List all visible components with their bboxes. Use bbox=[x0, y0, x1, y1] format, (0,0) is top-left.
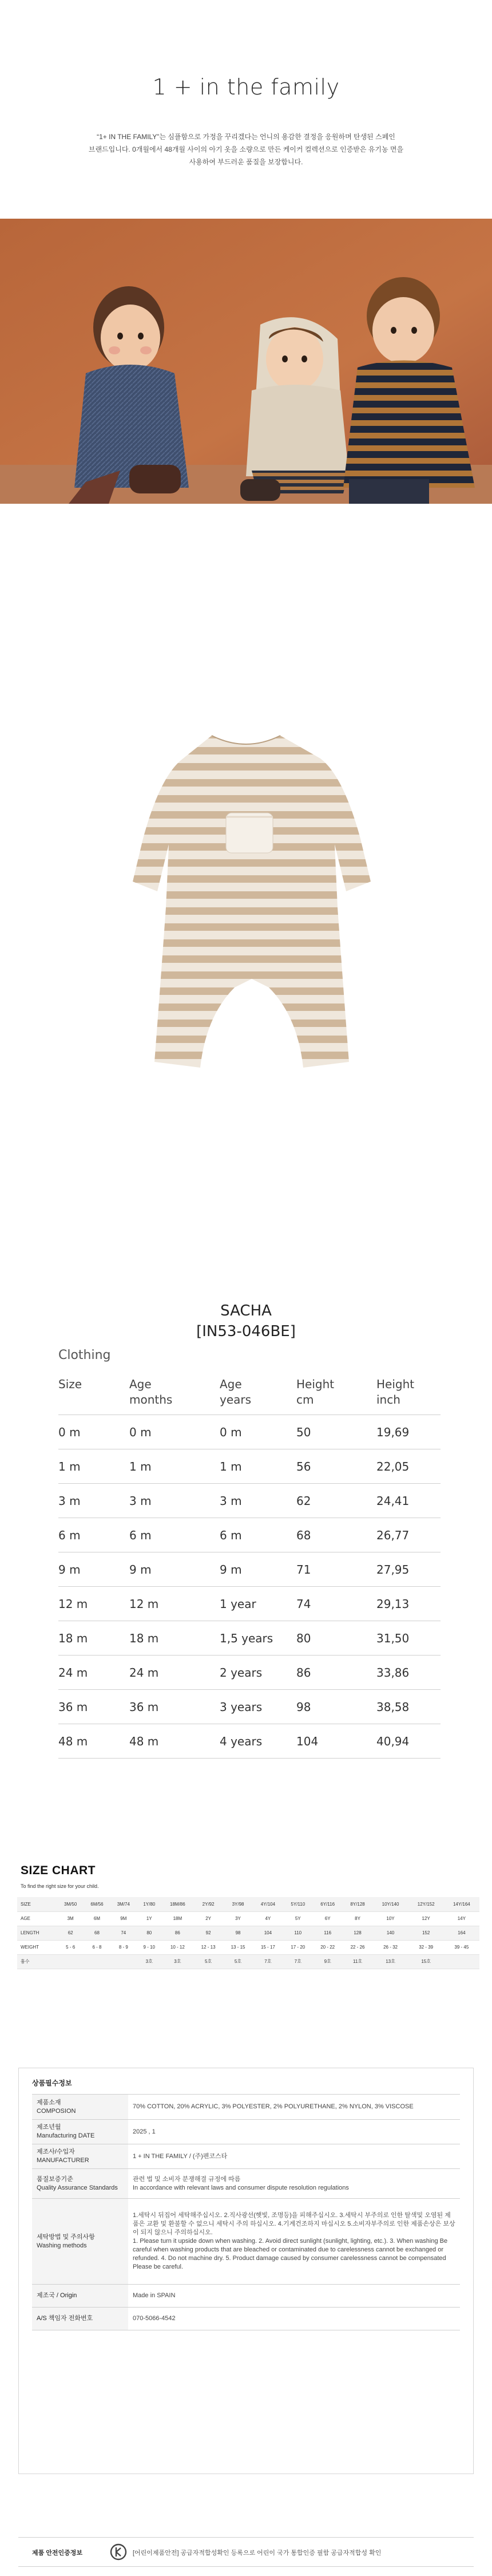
table-cell: 2 years bbox=[220, 1656, 296, 1690]
info-label-en: Quality Assurance Standards bbox=[37, 2184, 118, 2191]
table-cell: 24 m bbox=[129, 1656, 220, 1690]
size-chart-cell: 14Y/164 bbox=[444, 1897, 479, 1911]
size-chart-cell: 8Y bbox=[343, 1911, 373, 1926]
size-chart-row bbox=[17, 1954, 479, 1969]
table-cell: 18 m bbox=[129, 1621, 220, 1656]
table-cell: 1 year bbox=[220, 1587, 296, 1621]
size-chart-cell: 9M bbox=[110, 1911, 137, 1926]
size-chart-cell: 3Y/98 bbox=[223, 1897, 253, 1911]
table-cell: 1 m bbox=[129, 1449, 220, 1484]
info-label-ko: 제조년월 bbox=[37, 2124, 61, 2131]
size-chart-cell: 104 bbox=[253, 1926, 283, 1940]
size-chart-cell: 110 bbox=[283, 1926, 313, 1940]
size-chart-cell: 39 - 45 bbox=[444, 1940, 479, 1954]
table-row bbox=[58, 1415, 441, 1449]
info-row bbox=[32, 2095, 460, 2120]
info-value: 70% COTTON, 20% ACRYLIC, 3% POLYESTER, 2% POLYURETHANE, 2% NYLON, 3% VISCOSE bbox=[128, 2095, 460, 2120]
size-chart-cell: 18M/86 bbox=[162, 1897, 194, 1911]
size-chart-row-label: 흉수 bbox=[17, 1954, 57, 1969]
col-header: Age years bbox=[220, 1371, 296, 1415]
size-chart-row-label: WEIGHT bbox=[17, 1940, 57, 1954]
size-chart-row-label: SIZE bbox=[17, 1897, 57, 1911]
table-row bbox=[58, 1587, 441, 1621]
size-chart-cell: 116 bbox=[313, 1926, 343, 1940]
table-cell: 19,69 bbox=[376, 1415, 441, 1449]
table-row bbox=[58, 1449, 441, 1484]
size-chart-cell: 10Y bbox=[372, 1911, 408, 1926]
table-cell: 40,94 bbox=[376, 1724, 441, 1759]
info-label-en: MANUFACTURER bbox=[37, 2157, 89, 2164]
size-chart-cell: 1Y/80 bbox=[137, 1897, 162, 1911]
size-chart-cell: 1Y bbox=[137, 1911, 162, 1926]
size-chart-cell: 11호 bbox=[343, 1954, 373, 1969]
table-cell: 3 m bbox=[220, 1484, 296, 1518]
info-row bbox=[32, 2199, 460, 2285]
safety-label: 제품 안전인증정보 bbox=[32, 2550, 83, 2557]
info-row bbox=[32, 2120, 460, 2144]
info-value: 070-5066-4542 bbox=[128, 2308, 460, 2330]
col-header: Age months bbox=[129, 1371, 220, 1415]
table-row bbox=[58, 1656, 441, 1690]
col-header: Height cm bbox=[296, 1371, 376, 1415]
table-cell: 0 m bbox=[58, 1415, 129, 1449]
table-cell: 9 m bbox=[58, 1552, 129, 1587]
size-chart-cell: 14Y bbox=[444, 1911, 479, 1926]
size-chart-cell: 3M bbox=[57, 1911, 84, 1926]
info-label-ko: A/S 책임자 전화번호 bbox=[37, 2315, 93, 2322]
table-cell: 24 m bbox=[58, 1656, 129, 1690]
table-cell: 22,05 bbox=[376, 1449, 441, 1484]
table-cell: 1,5 years bbox=[220, 1621, 296, 1656]
info-label-ko: 제품소재 bbox=[37, 2099, 61, 2106]
table-cell: 29,13 bbox=[376, 1587, 441, 1621]
size-chart-cell: 6 - 8 bbox=[84, 1940, 110, 1954]
size-chart-cell: 128 bbox=[343, 1926, 373, 1940]
size-chart-subtitle: To find the right size for your child. bbox=[21, 1883, 99, 1889]
info-label bbox=[32, 2120, 128, 2144]
size-chart-cell bbox=[84, 1954, 110, 1969]
table-cell: 74 bbox=[296, 1587, 376, 1621]
size-chart-cell: 10 - 12 bbox=[162, 1940, 194, 1954]
info-label-ko: 세탁방법 및 주의사항 bbox=[37, 2233, 95, 2241]
size-chart-cell: 5호 bbox=[193, 1954, 223, 1969]
size-chart-cell: 6M/56 bbox=[84, 1897, 110, 1911]
table-row bbox=[58, 1621, 441, 1656]
size-chart-cell: 3Y bbox=[223, 1911, 253, 1926]
size-chart-cell: 32 - 39 bbox=[408, 1940, 444, 1954]
size-chart-cell: 12Y/152 bbox=[408, 1897, 444, 1911]
info-row bbox=[32, 2308, 460, 2330]
size-chart-cell: 5호 bbox=[223, 1954, 253, 1969]
table-cell: 56 bbox=[296, 1449, 376, 1484]
size-chart-cell: 9호 bbox=[313, 1954, 343, 1969]
size-chart-cell: 3호 bbox=[162, 1954, 194, 1969]
size-chart-cell: 7호 bbox=[253, 1954, 283, 1969]
table-cell: 12 m bbox=[58, 1587, 129, 1621]
size-chart-row bbox=[17, 1926, 479, 1940]
size-chart-cell: 140 bbox=[372, 1926, 408, 1940]
table-cell: 0 m bbox=[220, 1415, 296, 1449]
size-chart-cell: 5 - 6 bbox=[57, 1940, 84, 1954]
size-chart-cell: 5Y bbox=[283, 1911, 313, 1926]
table-cell: 36 m bbox=[58, 1690, 129, 1724]
info-row bbox=[32, 2144, 460, 2169]
table-cell: 80 bbox=[296, 1621, 376, 1656]
size-chart-cell: 6M bbox=[84, 1911, 110, 1926]
safety-cert-row bbox=[18, 2537, 474, 2567]
table-cell: 24,41 bbox=[376, 1484, 441, 1518]
size-chart-cell bbox=[444, 1954, 479, 1969]
info-row bbox=[32, 2285, 460, 2308]
table-cell: 6 m bbox=[220, 1518, 296, 1552]
size-chart-cell: 22 - 26 bbox=[343, 1940, 373, 1954]
table-cell: 68 bbox=[296, 1518, 376, 1552]
info-label-en: Washing methods bbox=[37, 2242, 87, 2249]
size-chart-cell: 13 - 15 bbox=[223, 1940, 253, 1954]
size-chart-cell: 3호 bbox=[137, 1954, 162, 1969]
size-chart-row bbox=[17, 1911, 479, 1926]
col-header: Height inch bbox=[376, 1371, 441, 1415]
table-cell: 3 m bbox=[58, 1484, 129, 1518]
table-cell: 3 years bbox=[220, 1690, 296, 1724]
info-label-en: Manufacturing DATE bbox=[37, 2132, 95, 2139]
size-chart-row bbox=[17, 1940, 479, 1954]
table-cell: 9 m bbox=[129, 1552, 220, 1587]
product-image bbox=[0, 667, 492, 1205]
info-value: 관련 법 및 소비자 분쟁해결 규정에 따름 In accordance with relevant laws and consumer dispute resolution regulations bbox=[128, 2169, 460, 2199]
info-value: 1 + IN THE FAMILY / (주)펜코스타 bbox=[128, 2144, 460, 2169]
table-cell: 1 m bbox=[220, 1449, 296, 1484]
info-label-ko: 제조국 / Origin bbox=[37, 2292, 77, 2299]
product-code: [IN53-046BE] bbox=[196, 1323, 296, 1340]
size-chart-row-label: AGE bbox=[17, 1911, 57, 1926]
size-chart-cell: 7호 bbox=[283, 1954, 313, 1969]
info-value: Made in SPAIN bbox=[128, 2285, 460, 2308]
info-label bbox=[32, 2285, 128, 2308]
table-cell: 0 m bbox=[129, 1415, 220, 1449]
table-cell: 27,95 bbox=[376, 1552, 441, 1587]
size-chart-cell: 92 bbox=[193, 1926, 223, 1940]
table-cell: 86 bbox=[296, 1656, 376, 1690]
table-cell: 9 m bbox=[220, 1552, 296, 1587]
lifestyle-photo bbox=[0, 219, 492, 504]
size-chart-cell: 20 - 22 bbox=[313, 1940, 343, 1954]
intro-line: “1+ IN THE FAMILY”는 심플함으로 가정을 꾸리겠다는 언니의 용감한 결정을 응원하며 탄생된 스페인 bbox=[97, 133, 395, 141]
info-value: 1.세탁시 뒤집어 세탁해주십시오. 2.직사광선(햇빛, 조명등)을 피해주십시오. 3.세탁시 부주의로 인한 탈색및 오염된 제품은 교환 및 환불할 수 없으니 세탁시 주의 하십시오. 4.기계건조하지 마십시오 5.소비자부주의로 인한 제품손상은 보상이 되지 않으니 주의하십시오. 1. Please turn it upside down when washing. 2. Avoid direct sunlight (sunlight, lighting, etc.). 3. When washing Be careful when washing products that are bleached or contaminated due to carelessness cannot be exchanged or refunded. 4. Do not machine dry. 5. Product damage caused by consumer carelessness cannot be compensated Please be careful. bbox=[128, 2199, 460, 2285]
size-chart-cell: 74 bbox=[110, 1926, 137, 1940]
size-chart-cell: 86 bbox=[162, 1926, 194, 1940]
table-cell: 3 m bbox=[129, 1484, 220, 1518]
size-chart-cell: 9 - 10 bbox=[137, 1940, 162, 1954]
size-chart-cell: 26 - 32 bbox=[372, 1940, 408, 1954]
table-cell: 38,58 bbox=[376, 1690, 441, 1724]
size-chart-row bbox=[17, 1897, 479, 1911]
info-label-ko: 품질보증기준 bbox=[37, 2175, 73, 2183]
brand-intro bbox=[80, 131, 412, 168]
size-chart-cell bbox=[110, 1954, 137, 1969]
size-chart-title: SIZE CHART bbox=[21, 1864, 96, 1877]
size-chart-cell: 80 bbox=[137, 1926, 162, 1940]
size-chart-cell: 12Y bbox=[408, 1911, 444, 1926]
table-cell: 6 m bbox=[58, 1518, 129, 1552]
size-chart-cell: 164 bbox=[444, 1926, 479, 1940]
table-cell: 26,77 bbox=[376, 1518, 441, 1552]
size-chart-cell: 8Y/128 bbox=[343, 1897, 373, 1911]
size-chart-cell: 8 - 9 bbox=[110, 1940, 137, 1954]
product-name: SACHA bbox=[220, 1302, 272, 1319]
table-cell: 48 m bbox=[129, 1724, 220, 1759]
table-row bbox=[58, 1724, 441, 1759]
table-row bbox=[58, 1518, 441, 1552]
size-chart-table bbox=[17, 1897, 479, 1969]
col-header: Size bbox=[58, 1371, 129, 1415]
table-cell: 18 m bbox=[58, 1621, 129, 1656]
size-chart-cell: 2Y bbox=[193, 1911, 223, 1926]
table-cell: 104 bbox=[296, 1724, 376, 1759]
size-chart-cell: 3M/50 bbox=[57, 1897, 84, 1911]
info-label bbox=[32, 2095, 128, 2120]
info-row bbox=[32, 2169, 460, 2199]
table-cell: 1 m bbox=[58, 1449, 129, 1484]
size-chart-cell: 5Y/110 bbox=[283, 1897, 313, 1911]
size-chart-cell: 62 bbox=[57, 1926, 84, 1940]
size-chart-cell: 68 bbox=[84, 1926, 110, 1940]
table-cell: 48 m bbox=[58, 1724, 129, 1759]
table-cell: 12 m bbox=[129, 1587, 220, 1621]
size-chart-cell: 6Y bbox=[313, 1911, 343, 1926]
size-chart-cell: 18M bbox=[162, 1911, 194, 1926]
info-label-en: COMPOSION bbox=[37, 2107, 76, 2115]
size-chart-cell: 2Y/92 bbox=[193, 1897, 223, 1911]
table-cell: 6 m bbox=[129, 1518, 220, 1552]
info-label bbox=[32, 2144, 128, 2169]
size-chart-cell: 4Y bbox=[253, 1911, 283, 1926]
size-chart-cell: 152 bbox=[408, 1926, 444, 1940]
table-cell: 36 m bbox=[129, 1690, 220, 1724]
size-chart-cell: 3M/74 bbox=[110, 1897, 137, 1911]
size-chart-cell: 15 - 17 bbox=[253, 1940, 283, 1954]
info-value: 2025 , 1 bbox=[128, 2120, 460, 2144]
size-chart-cell: 98 bbox=[223, 1926, 253, 1940]
size-chart-cell: 6Y/116 bbox=[313, 1897, 343, 1911]
table-header-row bbox=[58, 1371, 441, 1415]
product-info-title: 상품필수정보 bbox=[32, 2079, 72, 2087]
table-cell: 31,50 bbox=[376, 1621, 441, 1656]
table-cell: 33,86 bbox=[376, 1656, 441, 1690]
size-chart-cell: 13호 bbox=[372, 1954, 408, 1969]
product-title bbox=[0, 1301, 492, 1342]
size-chart-cell: 4Y/104 bbox=[253, 1897, 283, 1911]
clothing-title: Clothing bbox=[58, 1348, 111, 1362]
table-cell: 98 bbox=[296, 1690, 376, 1724]
size-chart-cell bbox=[57, 1954, 84, 1969]
safety-text: [어린이제품안전] 공급자적합성확인 등록으로 어린이 국가 통합인증 필함 공급자적합성 확인 bbox=[133, 2550, 382, 2557]
table-row bbox=[58, 1484, 441, 1518]
brand-title: 1 + in the family bbox=[152, 74, 340, 100]
table-row bbox=[58, 1552, 441, 1587]
size-chart-cell: 12 - 13 bbox=[193, 1940, 223, 1954]
table-row bbox=[58, 1690, 441, 1724]
size-chart-row-label: LENGTH bbox=[17, 1926, 57, 1940]
table-cell: 50 bbox=[296, 1415, 376, 1449]
info-label bbox=[32, 2199, 128, 2285]
clothing-size-table bbox=[58, 1371, 441, 1759]
kc-mark-icon bbox=[110, 2543, 127, 2561]
size-chart-cell: 15호 bbox=[408, 1954, 444, 1969]
info-label bbox=[32, 2169, 128, 2199]
intro-line: 사용하여 부드러운 품질을 보장합니다. bbox=[189, 158, 303, 166]
table-cell: 62 bbox=[296, 1484, 376, 1518]
table-cell: 71 bbox=[296, 1552, 376, 1587]
info-label-ko: 제조사/수입자 bbox=[37, 2148, 75, 2155]
info-label bbox=[32, 2308, 128, 2330]
size-chart-cell: 17 - 20 bbox=[283, 1940, 313, 1954]
intro-line: 브랜드입니다. 0개월에서 48개월 사이의 아기 옷을 소량으로 만든 케이커 컬렉션으로 인증받은 유기농 면을 bbox=[88, 145, 404, 153]
table-cell: 4 years bbox=[220, 1724, 296, 1759]
product-info-table bbox=[32, 2094, 460, 2330]
size-chart-cell: 10Y/140 bbox=[372, 1897, 408, 1911]
